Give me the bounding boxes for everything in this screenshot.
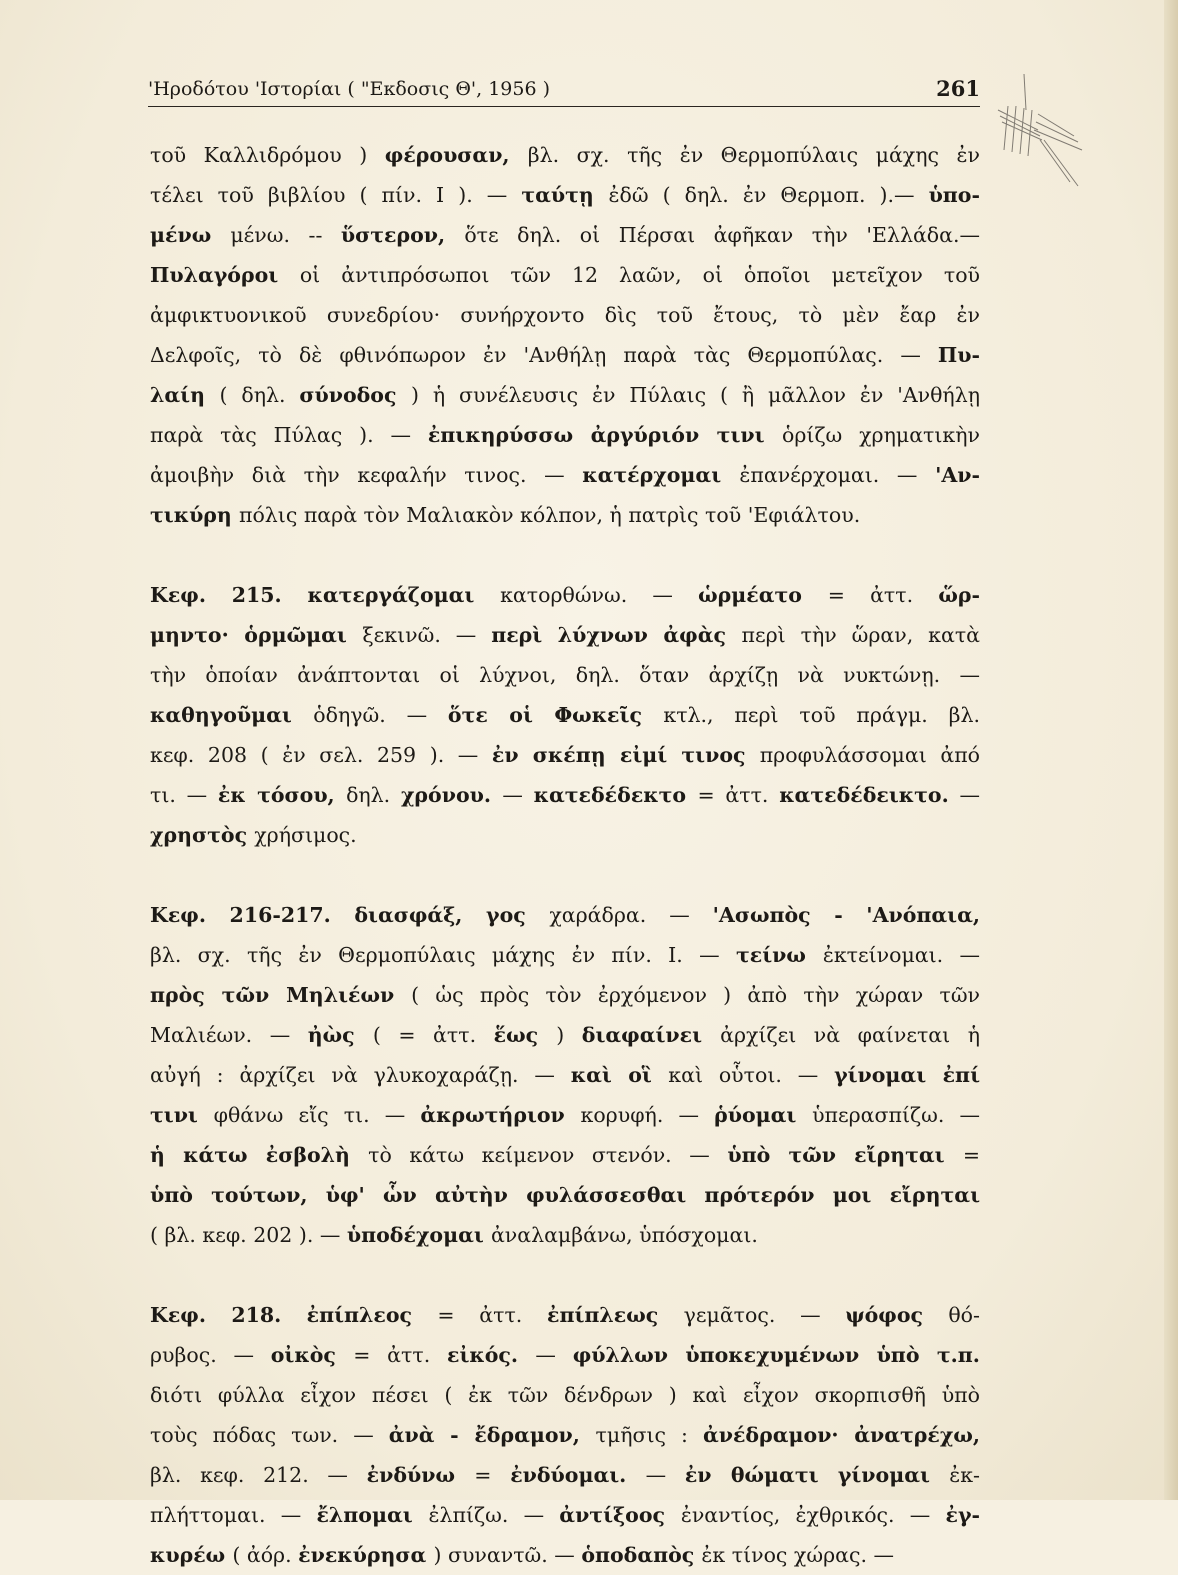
headword: διαφαίνει [581, 1023, 721, 1047]
headword: εἰκός. [446, 1343, 536, 1367]
headword: κατέρχομαι [582, 463, 740, 487]
gloss-text: παρὰ τὰς Πύλας ). — [150, 423, 428, 447]
gloss-text: αὐγή : ἀρχίζει νὰ γλυκοχαράζῃ. — [150, 1063, 571, 1087]
text-line [150, 215, 980, 255]
page-edge [1164, 0, 1178, 1500]
gloss-text: χαράδρα. — [549, 903, 713, 927]
gloss-text: βλ. σχ. τῆς ἐν Θερμοπύλαις μάχης ἐν [527, 143, 980, 167]
text-line [150, 1095, 980, 1135]
gloss-text: πλήττομαι. — [150, 1503, 317, 1527]
headword: φύλλων ὑποκεχυμένων ὑπὸ τ.π. [572, 1343, 980, 1367]
gloss-text: τὸ κάτω κείμενον στενόν. — [368, 1143, 728, 1167]
gloss-text: τμῆσις : [595, 1423, 703, 1447]
paragraph [150, 575, 980, 855]
gloss-text: ὁδηγῶ. — [313, 703, 448, 727]
text-line [150, 495, 980, 535]
headword: ἐπίπλεως [547, 1303, 684, 1327]
headword: πρὸς τῶν Μηλιέων [150, 983, 412, 1007]
headword: ἀντίξοος [559, 1503, 681, 1527]
text-line [150, 695, 980, 735]
headword: ὑπὸ τῶν εἴρηται [727, 1143, 963, 1167]
gloss-text: δηλ. [346, 783, 401, 807]
text-line [150, 1375, 980, 1415]
gloss-text: Μαλιέων. — [150, 1023, 308, 1047]
paragraph [150, 1295, 980, 1575]
headword: μηντο· ὁρμῶμαι [150, 623, 363, 647]
gloss-text: οἱ ἀντιπρόσωποι τῶν 12 λαῶν, οἱ ὁποῖοι μετεῖχον τοῦ [299, 263, 980, 287]
gloss-text: = [962, 1143, 980, 1167]
gloss-text: φθάνω εἴς τι. — [213, 1103, 421, 1127]
gloss-text: ἐκ- [949, 1463, 980, 1487]
text-line [150, 1215, 980, 1255]
gloss-text: γεμᾶτος. — [683, 1303, 846, 1327]
gloss-text: βλ. σχ. τῆς ἐν Θερμοπύλαις μάχης ἐν πίν. Ι. — [150, 943, 736, 967]
headword: τικύρη [150, 503, 239, 527]
text-line [150, 335, 980, 375]
headword: ἐν θώματι γίνομαι [684, 1463, 950, 1487]
headword: ἐκ τόσου, [217, 783, 347, 807]
text-line [150, 1335, 980, 1375]
text-line [150, 375, 980, 415]
headword: ἐγ- [945, 1503, 980, 1527]
gloss-text: = ἀττ. [353, 1343, 447, 1367]
text-line [150, 1175, 980, 1215]
gloss-text: ἀναλαμβάνω, ὑπόσχομαι. [490, 1223, 758, 1247]
headword: ἀνὰ - ἔδραμον, [388, 1423, 596, 1447]
gloss-text: ( ἀόρ. [232, 1543, 299, 1567]
paragraph [150, 895, 980, 1255]
text-line [150, 135, 980, 175]
headword: περὶ λύχνων ἀφὰς [491, 623, 742, 647]
gloss-text: ἀρχίζει νὰ φαίνεται ἡ [720, 1023, 981, 1047]
text-line [150, 935, 980, 975]
gloss-text: ἀμφικτυονικοῦ συνεδρίου· συνήρχοντο δὶς τοῦ ἔτους, τὸ μὲν ἔαρ ἐν [150, 303, 980, 327]
page-header [148, 70, 980, 110]
gloss-text: ( βλ. κεφ. 202 ). — [150, 1223, 347, 1247]
gloss-text: βλ. κεφ. 212. — [150, 1463, 367, 1487]
gloss-text: ) [556, 1023, 582, 1047]
paragraph [150, 135, 980, 535]
text-line [150, 1295, 980, 1335]
gloss-text: ἀμοιβὴν διὰ τὴν κεφαλήν τινος. — [150, 463, 583, 487]
headword: λαίη [150, 383, 220, 407]
gloss-text: Δελφοῖς, τὸ δὲ φθινόπωρον ἐν 'Ανθήλῃ παρὰ τὰς Θερμοπύλας. — [150, 343, 938, 367]
headword: 'Αν- [935, 463, 980, 487]
headword: ὁποδαπὸς [581, 1543, 702, 1567]
commentary-text [150, 135, 980, 1575]
text-line [150, 655, 980, 695]
headword: ἔλπομαι [316, 1503, 429, 1527]
headword: Κεφ. 215. κατεργάζομαι [150, 583, 501, 607]
text-line [150, 895, 980, 935]
headword: ἀνέδραμον· ἀνατρέχω, [702, 1423, 980, 1447]
text-line [150, 1455, 980, 1495]
headword: χρόνου. [400, 783, 503, 807]
headword: ψόφος [845, 1303, 949, 1327]
gloss-text: ὁρίζω χρηματικὴν [782, 423, 980, 447]
text-line [150, 775, 980, 815]
gloss-text: τοὺς πόδας των. — [150, 1423, 389, 1447]
gloss-text: ἐδῶ ( δηλ. ἐν Θερμοπ. ).— [608, 183, 929, 207]
gloss-text: κατορθώνω. — [500, 583, 699, 607]
text-line [150, 815, 980, 855]
headword: καὶ οἳ [570, 1063, 669, 1087]
text-line [150, 1415, 980, 1455]
gloss-text: ( = ἀττ. [372, 1023, 494, 1047]
headword: ὅτε οἱ Φωκεῖς [447, 703, 664, 727]
headword: ταύτῃ [521, 183, 609, 207]
gloss-text: = ἀττ. [437, 1303, 548, 1327]
headword: τείνω [735, 943, 823, 967]
gloss-text: καὶ οὗτοι. — [668, 1063, 835, 1087]
gloss-text: ) συναντῶ. — [433, 1543, 582, 1567]
headword: ὑπὸ τούτων, ὑφ' ὧν αὐτὴν φυλάσσεσθαι πρότερόν μοι εἴρηται [150, 1183, 980, 1207]
gloss-text: ρυβος. — [150, 1343, 271, 1367]
gloss-text: ἐκτείνομαι. — [822, 943, 980, 967]
headword: γίνομαι ἐπί [834, 1063, 980, 1087]
gloss-text: = ἀττ. [697, 783, 780, 807]
gloss-text: κτλ., περὶ τοῦ πράγμ. βλ. [663, 703, 980, 727]
headword: ῥύομαι [714, 1103, 813, 1127]
headword: φέρουσαν, [384, 143, 528, 167]
headword: Πυ- [937, 343, 980, 367]
text-line [150, 255, 980, 295]
gloss-text: χρήσιμος. [254, 823, 357, 847]
gloss-text: ὑπερασπίζω. — [812, 1103, 980, 1127]
gloss-text: κεφ. 208 ( ἐν σελ. 259 ). — [150, 743, 492, 767]
gloss-text: μένω. -- [230, 223, 341, 247]
text-line [150, 735, 980, 775]
headword: ἐνεκύρησα [298, 1543, 434, 1567]
headword: σύνοδος [299, 383, 411, 407]
gloss-text: ἐναντίος, ἐχθρικός. — [680, 1503, 946, 1527]
headword: ἐν σκέπῃ εἰμί τινος [491, 743, 760, 767]
text-line [150, 415, 980, 455]
gloss-text: τοῦ Καλλιδρόμου ) [150, 143, 385, 167]
headword: ἐνδύνω [366, 1463, 475, 1487]
text-line [150, 1055, 980, 1095]
headword: κυρέω [150, 1543, 233, 1567]
gloss-text: διότι φύλλα εἶχον πέσει ( ἐκ τῶν δένδρων ) καὶ εἶχον σκορπισθῆ ὑπὸ [150, 1383, 980, 1407]
gloss-text: ( ὡς πρὸς τὸν ἐρχόμενον ) ἀπὸ τὴν χώραν τῶν [411, 983, 981, 1007]
gloss-text: — [535, 1343, 573, 1367]
headword: ἀκρωτήριον [420, 1103, 581, 1127]
headword: ὡρμέατο [698, 583, 828, 607]
text-line [150, 1495, 980, 1535]
headword: χρηστὸς [150, 823, 255, 847]
gloss-text: κορυφή. — [580, 1103, 715, 1127]
headword: ἕως [493, 1023, 557, 1047]
text-line [150, 975, 980, 1015]
gloss-text: ἐκ τίνος χώρας. — [701, 1543, 894, 1567]
header-rule [148, 106, 980, 107]
gloss-text: = [474, 1463, 511, 1487]
gloss-text: θό- [948, 1303, 980, 1327]
gloss-text: προφυλάσσομαι ἀπό [759, 743, 981, 767]
headword: ὑποδέχομαι [346, 1223, 491, 1247]
gloss-text: ) ἡ συνέλευσις ἐν Πύλαις ( ἢ μᾶλλον ἐν 'Ανθήλῃ [410, 383, 980, 407]
headword: καθηγοῦμαι [150, 703, 314, 727]
headword: οἰκὸς [270, 1343, 354, 1367]
text-line [150, 1135, 980, 1175]
text-line [150, 1535, 980, 1575]
gloss-text: περὶ τὴν ὥραν, κατὰ [741, 623, 981, 647]
headword: κατεδέδεικτο. [779, 783, 949, 807]
pen-scribble-mark [978, 70, 1118, 210]
text-line [150, 295, 980, 335]
text-line [150, 1015, 980, 1055]
headword: ὑπο- [928, 183, 980, 207]
headword: Πυλαγόροι [150, 263, 300, 287]
headword: Κεφ. 218. ἐπίπλεος [150, 1303, 438, 1327]
headword: κατεδέδεκτο [533, 783, 698, 807]
text-line [150, 575, 980, 615]
gloss-text: ἐπανέρχομαι. — [739, 463, 936, 487]
text-line [150, 175, 980, 215]
headword: ἠὼς [307, 1023, 373, 1047]
gloss-text: τὴν ὁποίαν ἀνάπτονται οἱ λύχνοι, δηλ. ὅταν ἀρχίζῃ νὰ νυκτώνῃ. — [150, 663, 980, 687]
gloss-text: — [645, 1463, 685, 1487]
gloss-text: ὅτε δηλ. οἱ Πέρσαι ἀφῆκαν τὴν 'Ελλάδα.— [464, 223, 980, 247]
gloss-text: ( δηλ. [219, 383, 300, 407]
page-number: 261 [936, 76, 980, 101]
gloss-text: — [948, 783, 980, 807]
gloss-text: ξεκινῶ. — [362, 623, 492, 647]
running-title: 'Ηροδότου 'Ιστορίαι ( "Εκδοσις Θ', 1956 ) [148, 78, 551, 100]
headword: ἡ κάτω ἐσβολὴ [150, 1143, 369, 1167]
gloss-text: πόλις παρὰ τὸν Μαλιακὸν κόλπον, ἡ πατρὶς τοῦ 'Εφιάλτου. [238, 503, 861, 527]
gloss-text: — [502, 783, 534, 807]
headword: 'Ασωπὸς - 'Ανόπαια, [712, 903, 980, 927]
gloss-text: τέλει τοῦ βιβλίου ( πίν. Ι ). — [150, 183, 522, 207]
gloss-text: = ἀττ. [827, 583, 939, 607]
gloss-text: τι. — [150, 783, 218, 807]
text-line [150, 455, 980, 495]
text-line [150, 615, 980, 655]
headword: ἐνδύομαι. [510, 1463, 646, 1487]
gloss-text: ἐλπίζω. — [428, 1503, 560, 1527]
headword: ὥρ- [938, 583, 980, 607]
headword: ἐπικηρύσσω ἀργύριόν τινι [427, 423, 783, 447]
headword: ὕστερον, [340, 223, 465, 247]
headword: τινι [150, 1103, 214, 1127]
headword: Κεφ. 216-217. διασφάξ, γος [150, 903, 550, 927]
headword: μένω [150, 223, 231, 247]
